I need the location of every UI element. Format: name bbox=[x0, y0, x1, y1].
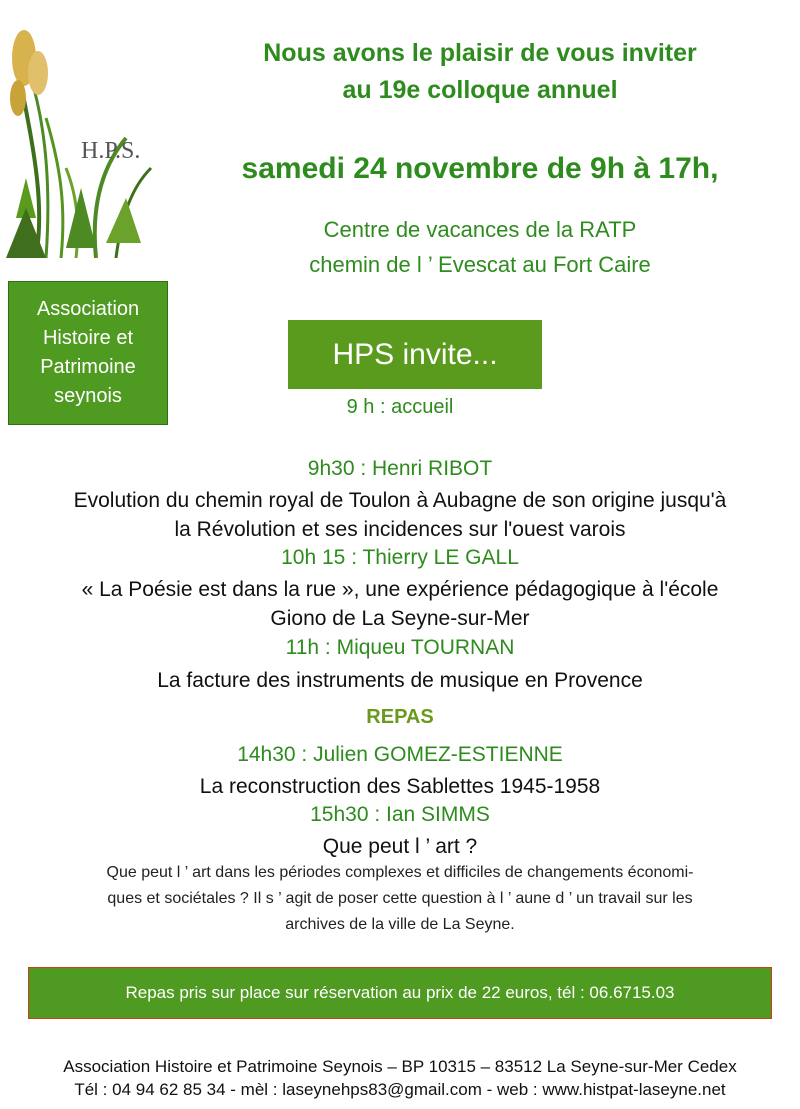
description-line-3: archives de la ville de La Seyne. bbox=[285, 916, 515, 933]
venue-line-1: Centre de vacances de la RATP bbox=[323, 217, 637, 242]
talk-5-line-1: Que peut l ’ art ? bbox=[322, 835, 478, 858]
venue-line-2: chemin de l ’ Evescat au Fort Caire bbox=[309, 252, 651, 277]
talk-2-line-2: Giono de La Seyne-sur-Mer bbox=[270, 607, 530, 630]
speaker-4: 14h30 : Julien GOMEZ-ESTIENNE bbox=[237, 743, 563, 766]
description-line-2: ques et sociétales ? Il s ’ agit de poser cette question à l ’ aune d ’ un travail sur les bbox=[107, 890, 693, 907]
association-line-4: seynois bbox=[54, 385, 122, 407]
talk-2-line-1: « La Poésie est dans la rue », une expérience pédagogique à l'école bbox=[81, 578, 719, 601]
talk-4-line-1: La reconstruction des Sablettes 1945-1958 bbox=[199, 775, 601, 798]
description-line-1: Que peut l ’ art dans les périodes complexes et difficiles de changements économi- bbox=[106, 864, 694, 881]
talk-1-line-2: la Révolution et ses incidences sur l'ouest varois bbox=[174, 518, 626, 541]
hps-invite-box: HPS invite... bbox=[288, 320, 542, 389]
invitation-line-1: Nous avons le plaisir de vous inviter bbox=[263, 39, 697, 67]
talk-3-line-1: La facture des instruments de musique en Provence bbox=[157, 669, 643, 692]
invitation-line-2: au 19e colloque annuel bbox=[342, 76, 618, 104]
venue bbox=[230, 212, 730, 282]
speaker-3: 11h : Miqueu TOURNAN bbox=[285, 636, 515, 659]
association-line-1: Association bbox=[36, 298, 140, 320]
speaker-5: 15h30 : Ian SIMMS bbox=[310, 803, 490, 826]
accueil-time: 9 h : accueil bbox=[346, 396, 454, 418]
talk-1-line-1: Evolution du chemin royal de Toulon à Aubagne de son origine jusqu'à bbox=[73, 489, 727, 512]
speaker-1: 9h30 : Henri RIBOT bbox=[307, 457, 493, 480]
event-date: samedi 24 novembre de 9h à 17h, bbox=[241, 152, 719, 185]
association-box bbox=[8, 281, 168, 425]
grass-icon bbox=[6, 18, 156, 258]
meal-reservation-notice: Repas pris sur place sur réservation au prix de 22 euros, tél : 06.6715.03 bbox=[28, 967, 772, 1019]
repas-label: REPAS bbox=[366, 706, 434, 728]
association-line-2: Histoire et bbox=[42, 327, 134, 349]
hps-logo bbox=[6, 18, 156, 258]
speaker-2: 10h 15 : Thierry LE GALL bbox=[281, 546, 519, 569]
footer-contact: Tél : 04 94 62 85 34 - mèl : laseynehps83@gmail.com - web : www.histpat-laseyne.net bbox=[74, 1080, 726, 1099]
footer-address: Association Histoire et Patrimoine Seynois – BP 10315 – 83512 La Seyne-sur-Mer Cedex bbox=[63, 1057, 737, 1076]
svg-text:H.P.S.: H.P.S. bbox=[81, 138, 141, 164]
association-line-3: Patrimoine bbox=[40, 356, 136, 378]
